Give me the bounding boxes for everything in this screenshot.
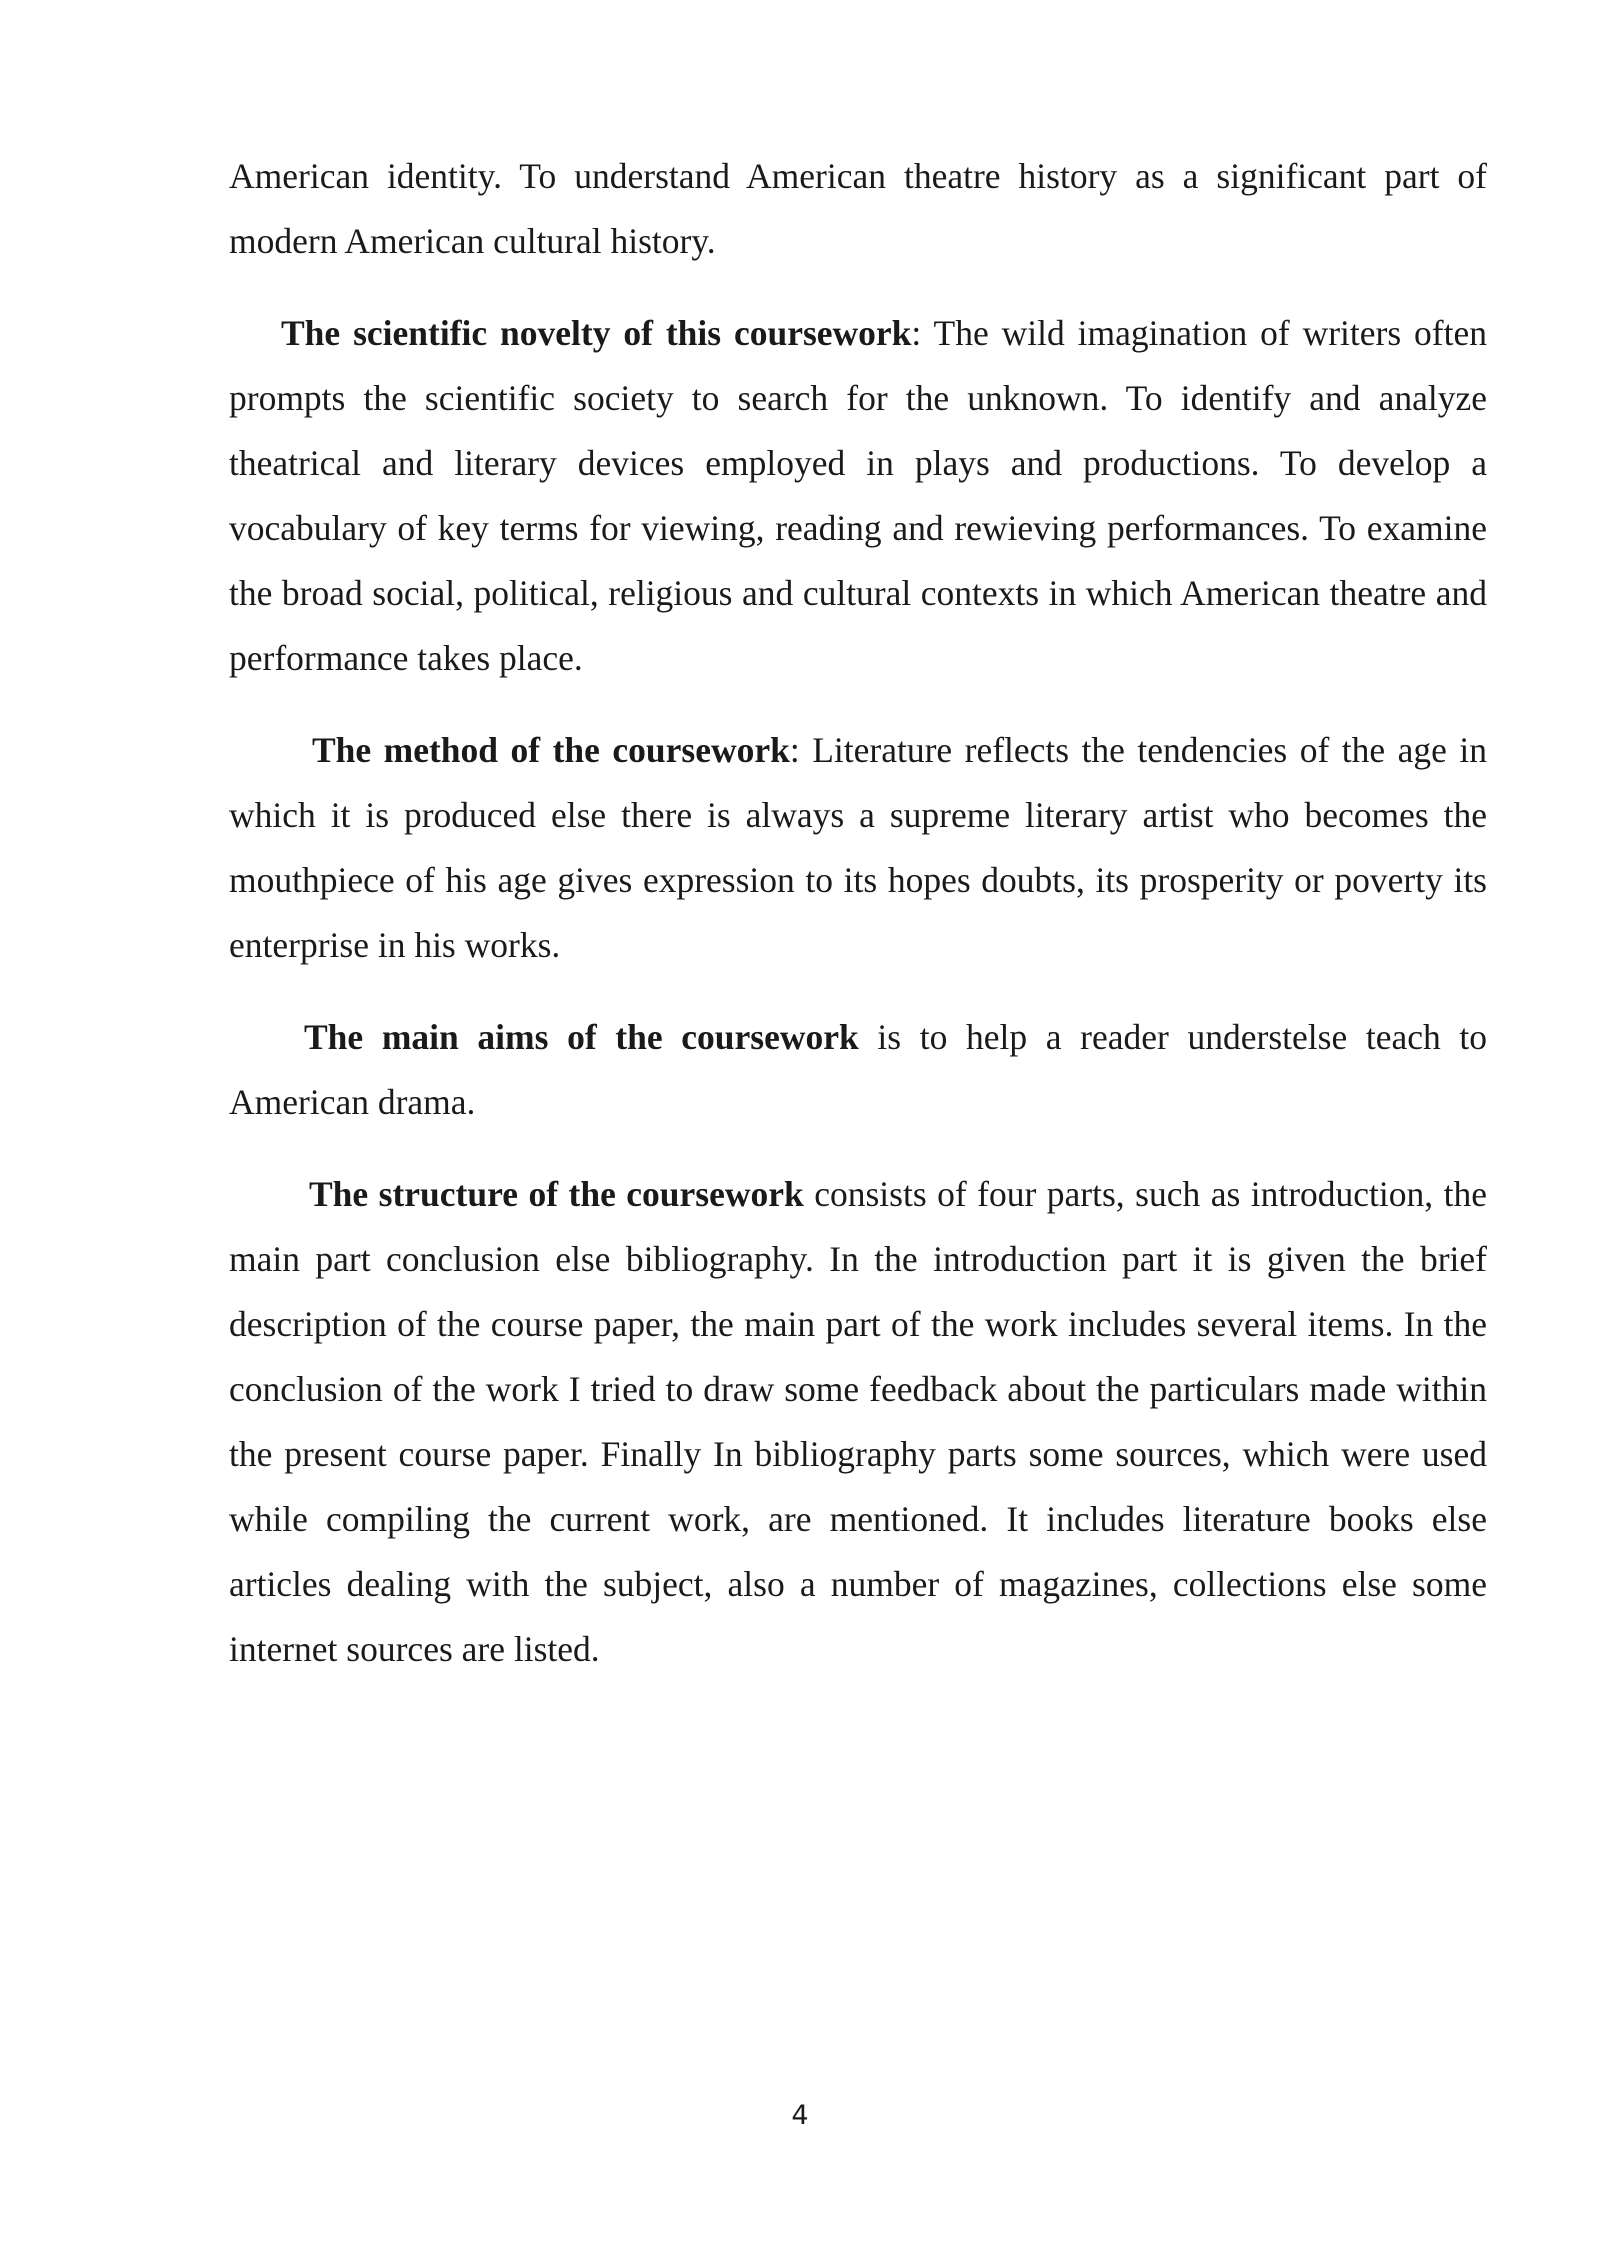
body-text xyxy=(229,144,1487,1709)
page-number: 4 xyxy=(791,2100,809,2131)
structure-heading: The structure of the coursework xyxy=(309,1174,804,1214)
novelty-paragraph xyxy=(229,301,1487,691)
structure-body: consists of four parts, such as introduction, the main part conclusion else bibliography. In the introduction part it is given the brief description of the course paper, the main part of the work includes several items. In the conclusion of the work I tried to draw some feedback about the particulars made within the present course paper. Finally In bibliography parts some sources, which were used while compiling the current work, are mentioned. It includes literature books else articles dealing with the subject, also a number of magazines, collections else some internet sources are listed. xyxy=(229,1174,1487,1669)
aims-body: is to help a reader understelse teach to American drama. xyxy=(229,1017,1488,1122)
aims-paragraph xyxy=(229,1005,1487,1135)
intro-continuation-paragraph xyxy=(229,144,1487,274)
method-body: : Literature reflects the tendencies of the age in which it is produced else there is always a supreme literary artist who becomes the mouthpiece of his age gives expression to its hopes doubts, its prosperity or poverty its enterprise in his works. xyxy=(229,730,1487,965)
novelty-separator: : xyxy=(911,313,934,353)
intro-continuation-text: American identity. To understand American theatre history as a significant part of modern American cultural history. xyxy=(229,156,1487,261)
structure-paragraph xyxy=(229,1162,1487,1682)
novelty-body: The wild imagination of writers often prompts the scientific society to search for the unknown. To identify and analyze theatrical and literary devices employed in plays and productions. To develop a vocabulary of key terms for viewing, reading and rewieving performances. To examine the broad social, political, religious and cultural contexts in which American theatre and performance takes place. xyxy=(229,313,1487,678)
method-heading: The method of the coursework xyxy=(312,730,790,770)
method-paragraph xyxy=(229,718,1487,978)
novelty-heading: The scientific novelty of this coursework xyxy=(281,313,912,353)
aims-heading: The main aims of the coursework xyxy=(304,1017,859,1057)
